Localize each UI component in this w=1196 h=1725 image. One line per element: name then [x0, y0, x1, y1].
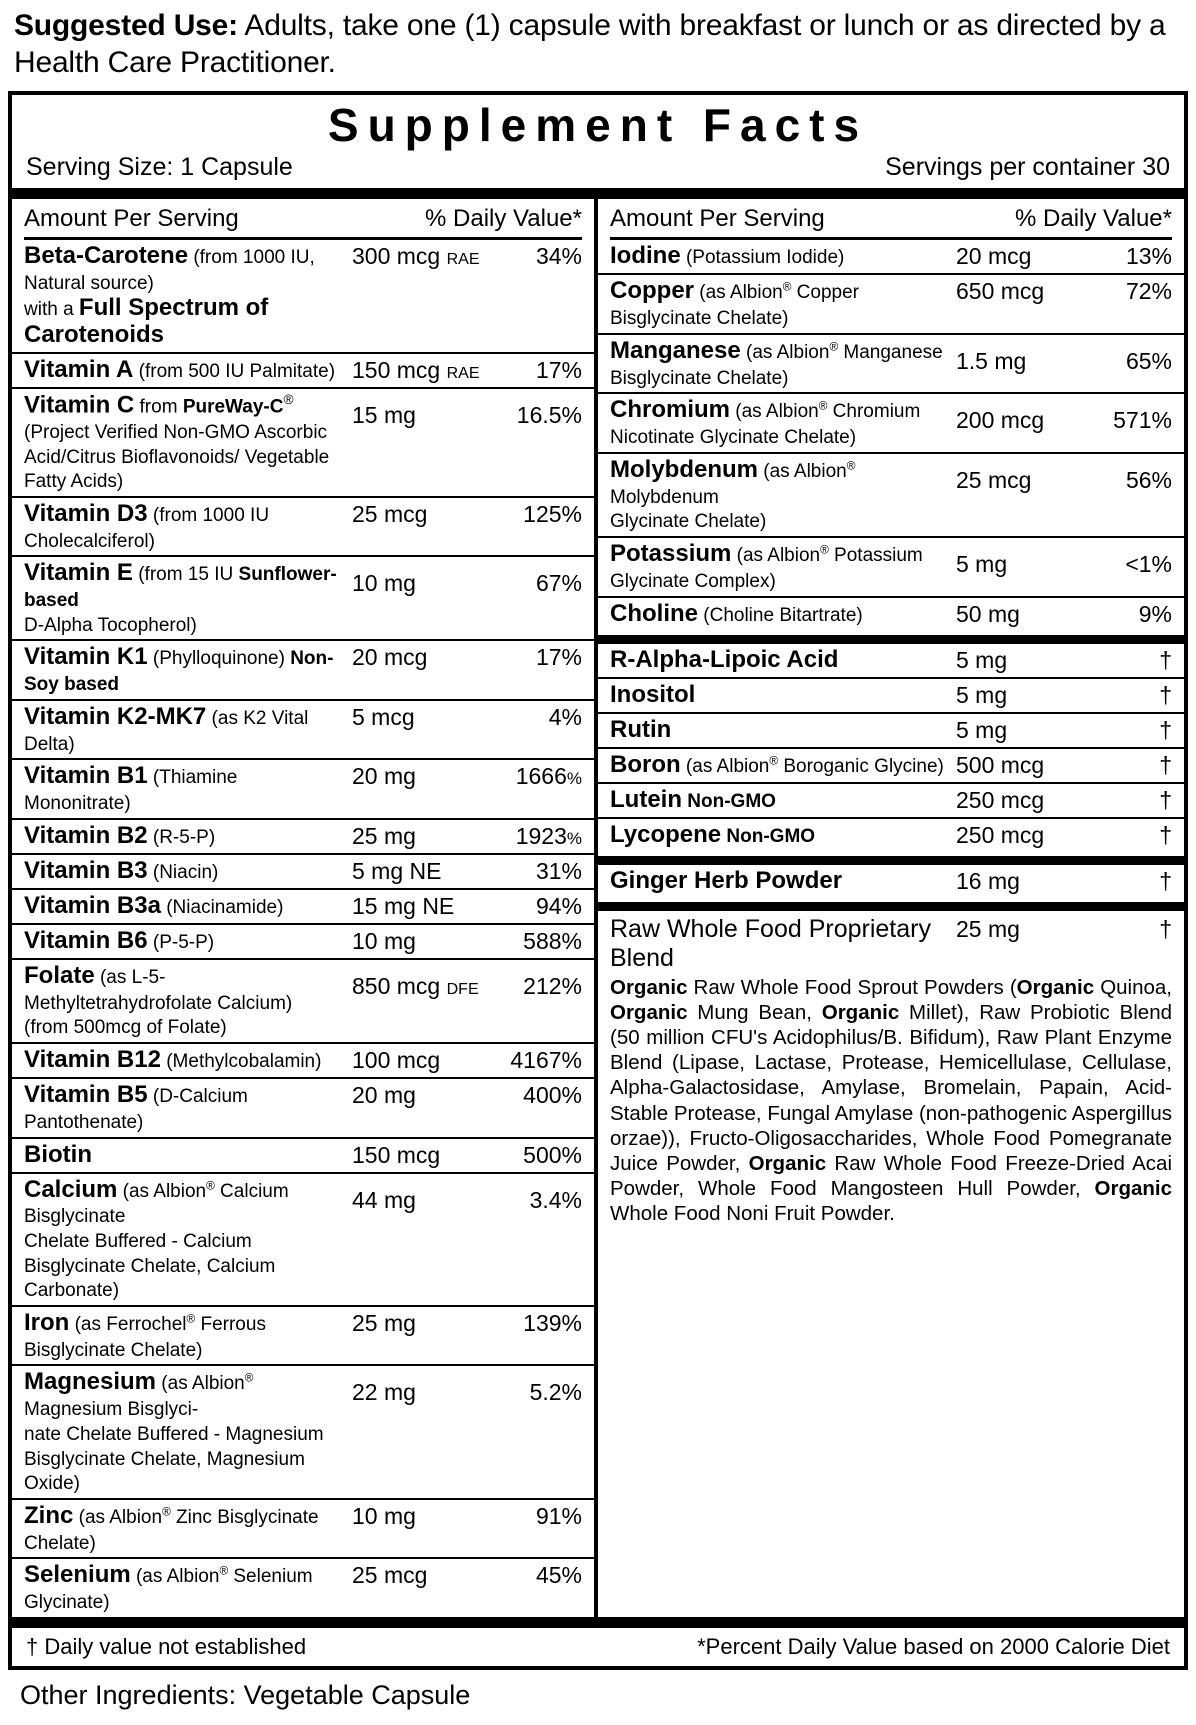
nutrient-daily-value: 588%	[523, 927, 582, 954]
nutrient-amount: 650 mcg	[956, 278, 1045, 305]
nutrient-amount: 20 mcg	[956, 243, 1032, 270]
nutrient-name: Copper (as Albion® Copper Bisglycinate Chelate)	[610, 277, 860, 330]
nutrient-name: Vitamin B1 (Thiamine Mononitrate)	[24, 762, 238, 815]
nutrient-amount: 850 mcg DFE	[352, 972, 479, 999]
nutrient-daily-value: †	[1159, 681, 1172, 708]
blend-ingredients: Organic Raw Whole Food Sprout Powders (Organic Quinoa, Organic Mung Bean, Organic Millet), Raw Probiotic Blend (50 million CFU's Acidophilus/B. Bifidum), Raw Plant Enzyme Blend (Lipase, Lactase, Protease, Hemicellulase, Cellulase, Alpha-Galactosidase, Amylase, Bromelain, Papain, Acid-Stable Protease, Fungal Amylase (non-pathogenic Aspergillus orzae)), Fructo-Oligosaccharides, Whole Food Pomegranate Juice Powder, Organic Raw Whole Food Freeze-Dried Acai Powder, Whole Food Mangosteen Hull Powder, Organic Whole Food Noni Fruit Powder.	[610, 975, 1173, 1226]
nutrient-amount: 5 mcg	[352, 703, 415, 730]
nutrient-name: Vitamin E (from 15 IU Sunflower-based D-Alpha Tocopherol)	[24, 559, 337, 636]
nutrient-row	[12, 1498, 594, 1558]
nutrient-daily-value: †	[1159, 867, 1172, 894]
nutrient-amount: 25 mg	[352, 1309, 416, 1336]
nutrient-row	[598, 712, 1184, 747]
nutrient-daily-value: 500%	[523, 1141, 582, 1168]
nutrient-name: Vitamin A (from 500 IU Palmitate)	[24, 355, 336, 383]
nutrient-amount: 5 mg	[956, 681, 1008, 708]
right-column-header	[598, 199, 1184, 237]
nutrient-row	[598, 677, 1184, 712]
nutrient-row	[598, 865, 1184, 898]
divider-thick-bottom	[12, 1617, 1184, 1628]
nutrient-amount: 5 mg	[956, 716, 1008, 743]
nutrient-row	[12, 1557, 594, 1617]
nutrient-name: Lycopene Non-GMO	[610, 820, 816, 848]
divider-actives	[598, 635, 1184, 644]
nutrient-amount: 250 mcg	[956, 786, 1045, 813]
nutrient-row	[12, 1077, 594, 1137]
nutrient-name: Folate (as L-5-Methyltetrahydrofolate Calcium) (from 500mcg of Folate)	[24, 961, 293, 1039]
nutrient-name: R-Alpha-Lipoic Acid	[610, 645, 839, 673]
nutrient-amount: 44 mg	[352, 1186, 416, 1213]
right-dv-header: % Daily Value*	[1015, 205, 1172, 233]
nutrient-daily-value: 4%	[548, 703, 582, 730]
nutrient-name: Vitamin C from PureWay-C® (Project Verified Non-GMO Ascorbic Acid/Citrus Bioflavonoids/ Vegetable Fatty Acids)	[24, 391, 330, 493]
nutrient-daily-value: 34%	[535, 243, 582, 270]
divider-blend	[598, 902, 1184, 911]
left-amount-header: Amount Per Serving	[24, 205, 239, 233]
blend-amount: 25 mg	[956, 915, 1020, 942]
nutrient-name: Beta-Carotene (from 1000 IU, Natural source) with a Full Spectrum of Carotenoids	[24, 242, 315, 348]
left-dv-header: % Daily Value*	[425, 205, 582, 233]
nutrient-name: Manganese (as Albion® Manganese Bisglycinate Chelate)	[610, 336, 943, 389]
nutrient-amount: 200 mcg	[956, 407, 1045, 434]
nutrient-amount: 10 mg	[352, 1502, 416, 1529]
nutrient-amount: 20 mg	[352, 763, 416, 790]
nutrient-daily-value: 5.2%	[529, 1379, 582, 1406]
footnotes	[12, 1628, 1184, 1666]
nutrient-amount: 15 mg	[352, 401, 416, 428]
nutrient-daily-value: 65%	[1125, 347, 1172, 374]
nutrient-row	[12, 1137, 594, 1172]
nutrient-row	[598, 782, 1184, 817]
nutrient-amount: 16 mg	[956, 867, 1020, 894]
nutrient-daily-value: 9%	[1138, 600, 1172, 627]
nutrient-name: Boron (as Albion® Boroganic Glycine)	[610, 750, 944, 778]
nutrient-amount: 25 mcg	[956, 466, 1032, 493]
nutrient-row	[12, 888, 594, 923]
nutrient-name: Molybdenum (as Albion® Molybdenum Glycinate Chelate)	[610, 455, 856, 533]
nutrient-name: Vitamin B3 (Niacin)	[24, 856, 219, 884]
nutrient-amount: 50 mg	[956, 600, 1020, 627]
nutrient-row	[12, 496, 594, 556]
nutrient-row	[12, 818, 594, 853]
nutrient-name: Vitamin K1 (Phylloquinone) Non-Soy based	[24, 643, 334, 696]
nutrient-amount: 150 mcg	[352, 1141, 441, 1168]
nutrient-daily-value: 1666%	[515, 763, 582, 790]
blend-name: Raw Whole Food Proprietary Blend	[610, 914, 931, 972]
nutrient-daily-value: 17%	[535, 356, 582, 383]
nutrient-row	[12, 958, 594, 1042]
nutrient-amount: 150 mcg RAE	[352, 356, 480, 383]
serving-size: Serving Size: 1 Capsule	[26, 153, 293, 182]
right-amount-header: Amount Per Serving	[610, 205, 825, 233]
nutrient-name: Rutin	[610, 715, 672, 743]
nutrient-row	[598, 240, 1184, 273]
nutrient-daily-value: 17%	[535, 644, 582, 671]
left-column-header	[12, 199, 594, 237]
nutrient-row	[12, 699, 594, 759]
nutrient-amount: 20 mg	[352, 1082, 416, 1109]
nutrient-row	[12, 758, 594, 818]
nutrient-daily-value: 94%	[535, 892, 582, 919]
right-column	[598, 199, 1184, 1616]
nutrient-columns	[12, 199, 1184, 1616]
nutrient-name: Vitamin B2 (R-5-P)	[24, 821, 216, 849]
nutrient-row	[598, 817, 1184, 852]
nutrient-row	[12, 352, 594, 387]
nutrient-name: Vitamin D3 (from 1000 IU Cholecalciferol)	[24, 499, 270, 552]
nutrient-row	[12, 240, 594, 351]
nutrient-row	[598, 333, 1184, 393]
nutrient-name: Selenium (as Albion® Selenium Glycinate)	[24, 1561, 313, 1614]
nutrient-row	[12, 1305, 594, 1365]
nutrient-amount: 22 mg	[352, 1379, 416, 1406]
footnote-asterisk: *Percent Daily Value based on 2000 Calorie Diet	[697, 1633, 1170, 1659]
nutrient-daily-value: 4167%	[510, 1047, 582, 1074]
nutrient-amount: 5 mg	[956, 551, 1008, 578]
nutrient-row	[12, 555, 594, 639]
nutrient-name: Iodine (Potassium Iodide)	[610, 242, 845, 270]
nutrient-row	[598, 644, 1184, 677]
nutrient-daily-value: 31%	[535, 857, 582, 884]
nutrient-name: Magnesium (as Albion® Magnesium Bisglyci- nate Chelate Buffered - Magnesium Bisglycinate Chelate, Magnesium Oxide)	[24, 1368, 324, 1495]
suggested-use	[0, 0, 1196, 91]
nutrient-name: Vitamin B6 (P-5-P)	[24, 926, 215, 954]
nutrient-name: Vitamin B3a (Niacinamide)	[24, 891, 284, 919]
nutrient-daily-value: 212%	[523, 972, 582, 999]
nutrient-daily-value: 45%	[535, 1562, 582, 1589]
nutrient-name: Vitamin K2-MK7 (as K2 Vital Delta)	[24, 702, 309, 755]
nutrient-daily-value: 67%	[535, 570, 582, 597]
nutrient-daily-value: †	[1159, 716, 1172, 743]
nutrient-row	[598, 452, 1184, 536]
nutrient-row	[598, 392, 1184, 452]
nutrient-daily-value: 13%	[1125, 243, 1172, 270]
nutrient-name: Ginger Herb Powder	[610, 866, 843, 894]
nutrient-daily-value: †	[1159, 821, 1172, 848]
nutrient-amount: 15 mg NE	[352, 892, 455, 919]
nutrient-daily-value: 139%	[523, 1309, 582, 1336]
serving-row	[12, 151, 1184, 188]
facts-panel	[8, 91, 1188, 1670]
nutrient-name: Choline (Choline Bitartrate)	[610, 599, 863, 627]
nutrient-name: Inositol	[610, 680, 696, 708]
panel-title: Supplement Facts	[327, 99, 869, 152]
nutrient-amount: 25 mcg	[352, 1562, 428, 1589]
nutrient-amount: 10 mg	[352, 570, 416, 597]
nutrient-daily-value: 3.4%	[529, 1186, 582, 1213]
nutrient-daily-value: 400%	[523, 1082, 582, 1109]
blend-header	[610, 915, 1172, 975]
nutrient-daily-value: 16.5%	[516, 401, 582, 428]
nutrient-amount: 250 mcg	[956, 821, 1045, 848]
nutrient-name: Iron (as Ferrochel® Ferrous Bisglycinate Chelate)	[24, 1308, 266, 1361]
left-column	[12, 199, 598, 1616]
nutrient-daily-value: <1%	[1125, 551, 1172, 578]
proprietary-blend	[598, 911, 1184, 1233]
nutrient-daily-value: 125%	[523, 500, 582, 527]
nutrient-amount: 5 mg	[956, 646, 1008, 673]
nutrient-row	[12, 923, 594, 958]
nutrient-name: Potassium (as Albion® Potassium Glycinate Complex)	[610, 540, 923, 592]
nutrient-amount: 100 mcg	[352, 1047, 441, 1074]
nutrient-name: Biotin	[24, 1140, 92, 1168]
divider-herb	[598, 856, 1184, 865]
nutrient-name: Chromium (as Albion® Chromium Nicotinate Glycinate Chelate)	[610, 396, 921, 449]
nutrient-row	[12, 387, 594, 496]
divider-thick-top	[12, 188, 1184, 199]
nutrient-daily-value: 56%	[1125, 466, 1172, 493]
nutrient-row	[598, 747, 1184, 782]
nutrient-daily-value: 72%	[1125, 278, 1172, 305]
nutrient-row	[598, 273, 1184, 333]
nutrient-row	[12, 639, 594, 699]
nutrient-daily-value: †	[1159, 751, 1172, 778]
nutrient-amount: 300 mcg RAE	[352, 243, 480, 270]
suggested-use-text: Adults, take one (1) capsule with breakfast or lunch or as directed by a Health Care Practitioner.	[14, 9, 1166, 79]
other-ingredients: Other Ingredients: Vegetable Capsule	[20, 1679, 471, 1710]
nutrient-daily-value: 571%	[1113, 407, 1172, 434]
nutrient-row	[12, 1364, 594, 1497]
nutrient-name: Vitamin B12 (Methylcobalamin)	[24, 1046, 322, 1074]
nutrient-amount: 500 mcg	[956, 751, 1045, 778]
nutrient-daily-value: †	[1159, 786, 1172, 813]
blend-dv: †	[1159, 915, 1172, 942]
nutrient-row	[12, 853, 594, 888]
nutrient-amount: 25 mcg	[352, 500, 428, 527]
nutrient-daily-value: †	[1159, 646, 1172, 673]
nutrient-amount: 1.5 mg	[956, 347, 1027, 374]
nutrient-name: Lutein Non-GMO	[610, 785, 776, 813]
footnote-dagger: † Daily value not established	[26, 1633, 307, 1659]
nutrient-row	[598, 536, 1184, 596]
nutrient-daily-value: 91%	[535, 1502, 582, 1529]
nutrient-amount: 10 mg	[352, 927, 416, 954]
nutrient-amount: 5 mg NE	[352, 857, 442, 884]
nutrient-amount: 20 mcg	[352, 644, 428, 671]
nutrient-name: Calcium (as Albion® Calcium Bisglycinate Chelate Buffered - Calcium Bisglycinate Chelate, Calcium Carbonate)	[24, 1175, 289, 1302]
nutrient-name: Zinc (as Albion® Zinc Bisglycinate Chelate)	[24, 1501, 319, 1554]
nutrient-row	[12, 1042, 594, 1077]
nutrient-daily-value: 1923%	[515, 822, 582, 849]
servings-per-container: Servings per container 30	[885, 153, 1170, 182]
nutrient-name: Vitamin B5 (D-Calcium Pantothenate)	[24, 1081, 248, 1133]
nutrient-row	[598, 596, 1184, 631]
nutrient-amount: 25 mg	[352, 822, 416, 849]
suggested-use-lead: Suggested Use:	[14, 9, 238, 42]
nutrient-row	[12, 1172, 594, 1305]
